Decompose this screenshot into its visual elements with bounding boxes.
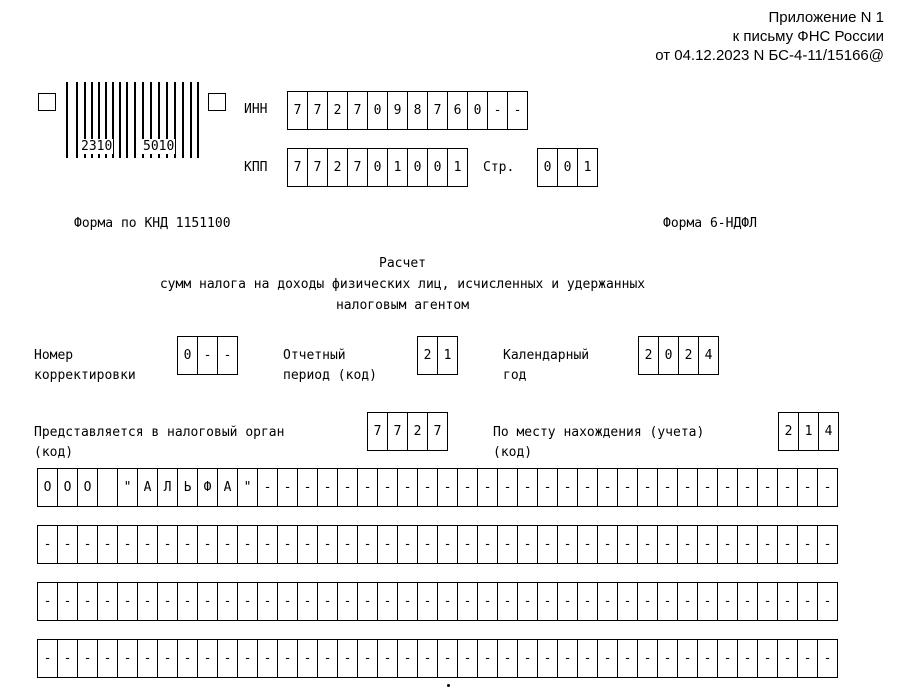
char-cell: 0	[558, 148, 578, 187]
char-cell: -	[578, 639, 598, 678]
char-cell: 4	[819, 412, 839, 451]
tax-authority-code-field[interactable]	[367, 412, 448, 451]
char-cell: О	[58, 468, 78, 507]
char-cell: -	[618, 639, 638, 678]
char-cell: 7	[288, 148, 308, 187]
char-cell: -	[818, 582, 838, 621]
char-cell: -	[358, 639, 378, 678]
char-cell: -	[718, 525, 738, 564]
char-cell: -	[498, 468, 518, 507]
char-cell: -	[498, 525, 518, 564]
kpp-label: КПП	[244, 160, 268, 175]
char-cell: 7	[428, 91, 448, 130]
char-cell: -	[258, 525, 278, 564]
char-cell: -	[58, 525, 78, 564]
location-label: По месту нахождения (учета) (код)	[493, 425, 705, 460]
char-cell: -	[398, 525, 418, 564]
char-cell: -	[58, 582, 78, 621]
char-cell: -	[258, 639, 278, 678]
char-cell: -	[178, 639, 198, 678]
char-cell: -	[638, 582, 658, 621]
char-cell: -	[778, 639, 798, 678]
char-cell: -	[718, 582, 738, 621]
char-cell: 1	[388, 148, 408, 187]
char-cell: 7	[388, 412, 408, 451]
char-cell: -	[738, 468, 758, 507]
char-cell: -	[298, 525, 318, 564]
char-cell: 0	[659, 336, 679, 375]
char-cell: -	[218, 639, 238, 678]
char-cell: -	[458, 582, 478, 621]
location-code-field[interactable]	[778, 412, 839, 451]
char-cell: -	[618, 525, 638, 564]
char-cell: -	[158, 525, 178, 564]
page-label: Стр.	[483, 160, 515, 175]
period-label: Отчетный период (код)	[283, 348, 377, 383]
char-cell: -	[338, 525, 358, 564]
char-cell: -	[118, 525, 138, 564]
calendar-year-field[interactable]	[638, 336, 719, 375]
char-cell: -	[738, 525, 758, 564]
char-cell: -	[298, 582, 318, 621]
char-cell: -	[278, 582, 298, 621]
char-cell: -	[258, 468, 278, 507]
scan-dot	[447, 684, 450, 687]
header-note-line3: от 04.12.2023 N БС-4-11/15166@	[655, 47, 884, 64]
char-cell: -	[158, 582, 178, 621]
char-cell: -	[538, 468, 558, 507]
header-note	[655, 8, 884, 65]
char-cell: -	[758, 639, 778, 678]
char-cell: -	[458, 639, 478, 678]
title-line3: налоговым агентом	[335, 298, 470, 313]
char-cell: -	[318, 525, 338, 564]
document-title	[0, 253, 805, 316]
char-cell: -	[798, 525, 818, 564]
char-cell: -	[478, 468, 498, 507]
correction-label: Номер корректировки	[34, 348, 136, 383]
kpp-field[interactable]	[287, 148, 468, 187]
char-cell: -	[398, 639, 418, 678]
char-cell: -	[178, 582, 198, 621]
char-cell: -	[508, 91, 528, 130]
char-cell: -	[578, 582, 598, 621]
char-cell: -	[778, 468, 798, 507]
char-cell: -	[378, 525, 398, 564]
char-cell: 7	[348, 91, 368, 130]
char-cell: -	[678, 468, 698, 507]
char-cell: -	[618, 468, 638, 507]
char-cell: -	[818, 525, 838, 564]
char-cell: -	[218, 336, 238, 375]
char-cell: -	[298, 639, 318, 678]
char-cell: -	[538, 582, 558, 621]
char-cell: -	[758, 468, 778, 507]
char-cell: -	[438, 639, 458, 678]
char-cell: -	[458, 525, 478, 564]
char-cell: -	[678, 639, 698, 678]
char-cell: 2	[408, 412, 428, 451]
char-cell: -	[718, 468, 738, 507]
char-cell: О	[38, 468, 58, 507]
char-cell: -	[478, 525, 498, 564]
char-cell: -	[58, 639, 78, 678]
char-cell: -	[758, 525, 778, 564]
char-cell: А	[138, 468, 158, 507]
char-cell: -	[378, 582, 398, 621]
page-number-field[interactable]	[537, 148, 598, 187]
char-cell: -	[538, 639, 558, 678]
char-cell: -	[498, 582, 518, 621]
char-cell: -	[818, 468, 838, 507]
char-cell: -	[718, 639, 738, 678]
char-cell: 7	[308, 148, 328, 187]
barcode-left-code: 2310	[81, 139, 113, 154]
char-cell: -	[738, 582, 758, 621]
char-cell: 1	[578, 148, 598, 187]
char-cell: -	[518, 582, 538, 621]
char-cell: -	[418, 468, 438, 507]
char-cell: -	[478, 582, 498, 621]
title-line1: Расчет	[379, 256, 426, 271]
inn-label: ИНН	[244, 102, 268, 117]
char-cell: -	[698, 525, 718, 564]
char-cell: -	[678, 582, 698, 621]
char-cell: -	[418, 639, 438, 678]
char-cell: -	[578, 468, 598, 507]
char-cell: -	[338, 468, 358, 507]
char-cell: -	[638, 639, 658, 678]
char-cell: 2	[779, 412, 799, 451]
char-cell: -	[698, 639, 718, 678]
char-cell: О	[78, 468, 98, 507]
char-cell: -	[318, 639, 338, 678]
char-cell: -	[418, 582, 438, 621]
header-note-line1: Приложение N 1	[768, 9, 884, 26]
char-cell: -	[498, 639, 518, 678]
char-cell: -	[658, 582, 678, 621]
char-cell: "	[238, 468, 258, 507]
char-cell: -	[558, 639, 578, 678]
char-cell: -	[778, 525, 798, 564]
char-cell: -	[438, 525, 458, 564]
char-cell: -	[598, 639, 618, 678]
char-cell: -	[198, 336, 218, 375]
char-cell: -	[778, 582, 798, 621]
char-cell: -	[78, 525, 98, 564]
char-cell: -	[558, 468, 578, 507]
agent-name-row[interactable]	[37, 525, 838, 564]
char-cell: -	[318, 582, 338, 621]
inn-field[interactable]	[287, 91, 528, 130]
char-cell: -	[798, 639, 818, 678]
form-name: Форма 6-НДФЛ	[663, 216, 757, 231]
char-cell: -	[238, 525, 258, 564]
char-cell: -	[158, 639, 178, 678]
char-cell: 1	[799, 412, 819, 451]
char-cell: 0	[178, 336, 198, 375]
marker-square-right	[208, 93, 226, 111]
char-cell: -	[238, 582, 258, 621]
agent-name-row[interactable]	[37, 639, 838, 678]
char-cell: 0	[368, 148, 388, 187]
header-note-line2: к письму ФНС России	[732, 28, 884, 45]
char-cell: 4	[699, 336, 719, 375]
char-cell: -	[818, 639, 838, 678]
char-cell: -	[138, 582, 158, 621]
char-cell: А	[218, 468, 238, 507]
char-cell: -	[258, 582, 278, 621]
char-cell: -	[198, 639, 218, 678]
char-cell: -	[638, 468, 658, 507]
char-cell: Ь	[178, 468, 198, 507]
char-cell: 0	[368, 91, 388, 130]
char-cell: -	[78, 639, 98, 678]
char-cell: -	[488, 91, 508, 130]
char-cell: -	[78, 582, 98, 621]
char-cell: -	[98, 639, 118, 678]
char-cell: 2	[679, 336, 699, 375]
char-cell: -	[198, 525, 218, 564]
char-cell: -	[478, 639, 498, 678]
char-cell: -	[278, 468, 298, 507]
char-cell: -	[378, 468, 398, 507]
char-cell: -	[298, 468, 318, 507]
correction-number-field[interactable]	[177, 336, 238, 375]
tax-authority-label: Представляется в налоговый орган (код)	[34, 425, 285, 460]
char-cell: -	[518, 525, 538, 564]
char-cell: -	[238, 639, 258, 678]
char-cell: 7	[308, 91, 328, 130]
char-cell: -	[338, 582, 358, 621]
agent-name-row[interactable]	[37, 582, 838, 621]
char-cell: -	[538, 525, 558, 564]
char-cell: 2	[639, 336, 659, 375]
char-cell: -	[218, 525, 238, 564]
char-cell: -	[618, 582, 638, 621]
char-cell: -	[558, 525, 578, 564]
char-cell: -	[758, 582, 778, 621]
char-cell: 2	[328, 148, 348, 187]
char-cell: -	[798, 582, 818, 621]
char-cell: -	[118, 639, 138, 678]
char-cell: 1	[448, 148, 468, 187]
char-cell: -	[118, 582, 138, 621]
char-cell: -	[518, 468, 538, 507]
char-cell: -	[278, 525, 298, 564]
char-cell: 7	[348, 148, 368, 187]
char-cell: -	[378, 639, 398, 678]
char-cell: -	[598, 582, 618, 621]
char-cell: -	[218, 582, 238, 621]
char-cell: -	[138, 525, 158, 564]
char-cell: -	[658, 639, 678, 678]
char-cell: 0	[468, 91, 488, 130]
char-cell: -	[98, 582, 118, 621]
char-cell: -	[178, 525, 198, 564]
char-cell: -	[698, 582, 718, 621]
char-cell: -	[338, 639, 358, 678]
char-cell: -	[658, 525, 678, 564]
char-cell: -	[598, 468, 618, 507]
char-cell: 2	[328, 91, 348, 130]
period-code-field[interactable]	[417, 336, 458, 375]
char-cell: -	[658, 468, 678, 507]
char-cell: -	[138, 639, 158, 678]
barcode	[64, 82, 202, 158]
char-cell: -	[358, 525, 378, 564]
char-cell: -	[358, 582, 378, 621]
char-cell: -	[38, 639, 58, 678]
char-cell: -	[358, 468, 378, 507]
char-cell: -	[438, 582, 458, 621]
char-cell: 6	[448, 91, 468, 130]
char-cell: -	[578, 525, 598, 564]
char-cell: 8	[408, 91, 428, 130]
char-cell: Ф	[198, 468, 218, 507]
char-cell: -	[638, 525, 658, 564]
char-cell: "	[118, 468, 138, 507]
char-cell: -	[198, 582, 218, 621]
char-cell: -	[518, 639, 538, 678]
char-cell: -	[398, 582, 418, 621]
char-cell: -	[38, 582, 58, 621]
char-cell: -	[318, 468, 338, 507]
char-cell: -	[398, 468, 418, 507]
char-cell: 0	[538, 148, 558, 187]
char-cell: 7	[288, 91, 308, 130]
char-cell: 7	[368, 412, 388, 451]
char-cell: 9	[388, 91, 408, 130]
char-cell: -	[678, 525, 698, 564]
char-cell	[98, 468, 118, 507]
char-cell: -	[38, 525, 58, 564]
title-line2: сумм налога на доходы физических лиц, исчисленных и удержанных	[159, 277, 646, 292]
form-knd: Форма по КНД 1151100	[74, 216, 231, 231]
char-cell: -	[418, 525, 438, 564]
char-cell: 2	[418, 336, 438, 375]
char-cell: -	[98, 525, 118, 564]
char-cell: -	[598, 525, 618, 564]
char-cell: -	[798, 468, 818, 507]
char-cell: Л	[158, 468, 178, 507]
char-cell: 7	[428, 412, 448, 451]
year-label: Календарный год	[503, 348, 590, 383]
char-cell: 0	[428, 148, 448, 187]
char-cell: 0	[408, 148, 428, 187]
char-cell: -	[278, 639, 298, 678]
marker-square-left	[38, 93, 56, 111]
char-cell: -	[698, 468, 718, 507]
char-cell: -	[558, 582, 578, 621]
char-cell: -	[438, 468, 458, 507]
char-cell: -	[738, 639, 758, 678]
char-cell: 1	[438, 336, 458, 375]
char-cell: -	[458, 468, 478, 507]
agent-name-row[interactable]	[37, 468, 838, 507]
barcode-right-code: 5010	[143, 139, 175, 154]
